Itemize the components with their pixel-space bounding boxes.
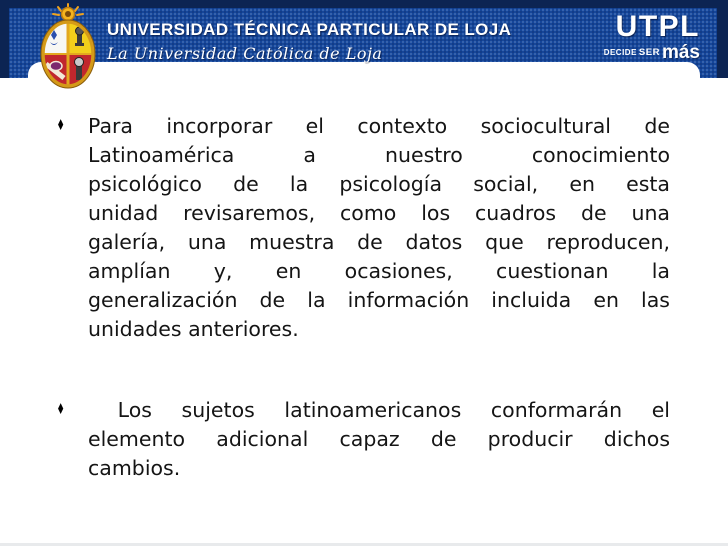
- university-crest-icon: [36, 2, 100, 90]
- text-line: unidades anteriores.: [88, 317, 299, 341]
- bullet-point-1: [48, 112, 670, 344]
- university-name: UNIVERSIDAD TÉCNICA PARTICULAR DE LOJA: [107, 20, 512, 39]
- header-title-block: [107, 20, 511, 63]
- tagline-mas: más: [661, 42, 700, 63]
- header: [0, 0, 728, 78]
- text-line: psicológico de la psicología social, en esta: [88, 172, 670, 196]
- bullet-point-2: [48, 396, 670, 483]
- utpl-acronym: UTPL: [615, 10, 700, 43]
- text-line: galería, una muestra de datos que reproducen,: [88, 230, 670, 254]
- slide-body: [48, 112, 670, 483]
- content-panel-top: [28, 62, 700, 86]
- utpl-tagline: [604, 43, 700, 62]
- text-line: amplían y, en ocasiones, cuestionan la: [88, 259, 670, 283]
- diamond-bullet-icon: ♦: [56, 400, 65, 418]
- utpl-logo: [604, 12, 700, 62]
- university-subtitle: La Universidad Católica de Loja: [107, 44, 383, 63]
- text-line: Latinoamérica a nuestro conocimiento: [88, 143, 670, 167]
- text-line: Los sujetos latinoamericanos conformarán el: [88, 398, 670, 422]
- text-line: Para incorporar el contexto sociocultural de: [88, 114, 670, 138]
- tagline-ser: SER: [638, 47, 660, 58]
- diamond-bullet-icon: ♦: [56, 116, 65, 134]
- tagline-decide: DECIDE: [603, 48, 637, 57]
- text-line: elemento adicional capaz de producir dichos: [88, 427, 670, 451]
- text-line: generalización de la información incluida en las: [88, 288, 670, 312]
- text-line: unidad revisaremos, como los cuadros de una: [88, 201, 670, 225]
- text-line: cambios.: [88, 456, 181, 480]
